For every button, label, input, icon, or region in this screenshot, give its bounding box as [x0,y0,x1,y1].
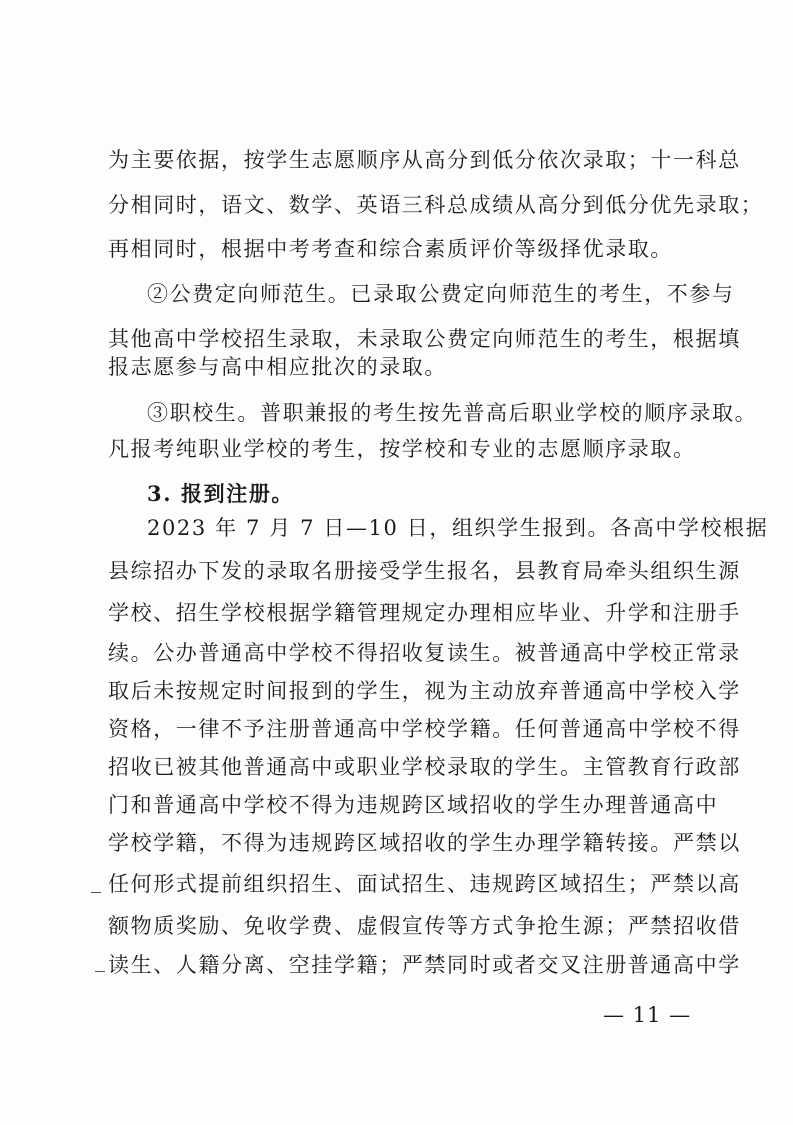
text-line-6: 报志愿参与高中相应批次的录取。 [108,355,447,379]
text-line-1: 为主要依据，按学生志愿顺序从高分到低分依次录取；十一科总 [108,148,741,172]
text-line-16: 招收已被其他普通高中或职业学校录取的学生。主管教育行政部 [108,755,741,779]
text-line-15: 资格，一律不予注册普通高中学校学籍。任何普通高中学校不得 [108,717,741,741]
text-line-13: 续。公办普通高中学校不得招收复读生。被普通高中学校正常录 [108,641,741,665]
text-line-20: 额物质奖励、免收学费、虚假宣传等方式争抢生源；严禁招收借 [108,914,741,938]
scan-mark [91,892,101,893]
paragraph-public-normal-students: ②公费定向师范生。已录取公费定向师范生的考生，不参与 [147,282,735,306]
scan-mark [95,971,105,972]
paragraph-vocational-students: ③职校生。普职兼报的考生按先普高后职业学校的顺序录取。 [147,401,758,425]
text-line-17: 门和普通高中学校不得为违规跨区域招收的学生办理普通高中 [108,793,719,817]
page-number: — 11 — [603,1003,692,1027]
text-line-18: 学校学籍，不得为违规跨区域招收的学生办理学籍转接。严禁以 [108,831,741,855]
text-line-2: 分相同时，语文、数学、英语三科总成绩从高分到低分优先录取； [108,193,764,217]
text-line-14: 取后未按规定时间报到的学生，视为主动放弃普通高中学校入学 [108,679,741,703]
text-line-11: 县综招办下发的录取名册接受学生报名，县教育局牵头组织生源 [108,559,741,583]
text-line-12: 学校、招生学校根据学籍管理规定办理相应毕业、升学和注册手 [108,601,741,625]
text-line-5: 其他高中学校招生录取，未录取公费定向师范生的考生，根据填 [108,327,741,351]
text-line-21: 读生、人籍分离、空挂学籍；严禁同时或者交叉注册普通高中学 [108,953,741,977]
paragraph-registration: 2023 年 7 月 7 日—10 日，组织学生报到。各高中学校根据 [147,516,769,540]
text-line-19: 任何形式提前组织招生、面试招生、违规跨区域招生；严禁以高 [108,872,741,896]
section-heading-registration: 3. 报到注册。 [147,481,295,506]
text-line-8: 凡报考纯职业学校的考生，按学校和专业的志愿顺序录取。 [108,437,696,461]
text-line-3: 再相同时，根据中考考查和综合素质评价等级择优录取。 [108,237,673,261]
